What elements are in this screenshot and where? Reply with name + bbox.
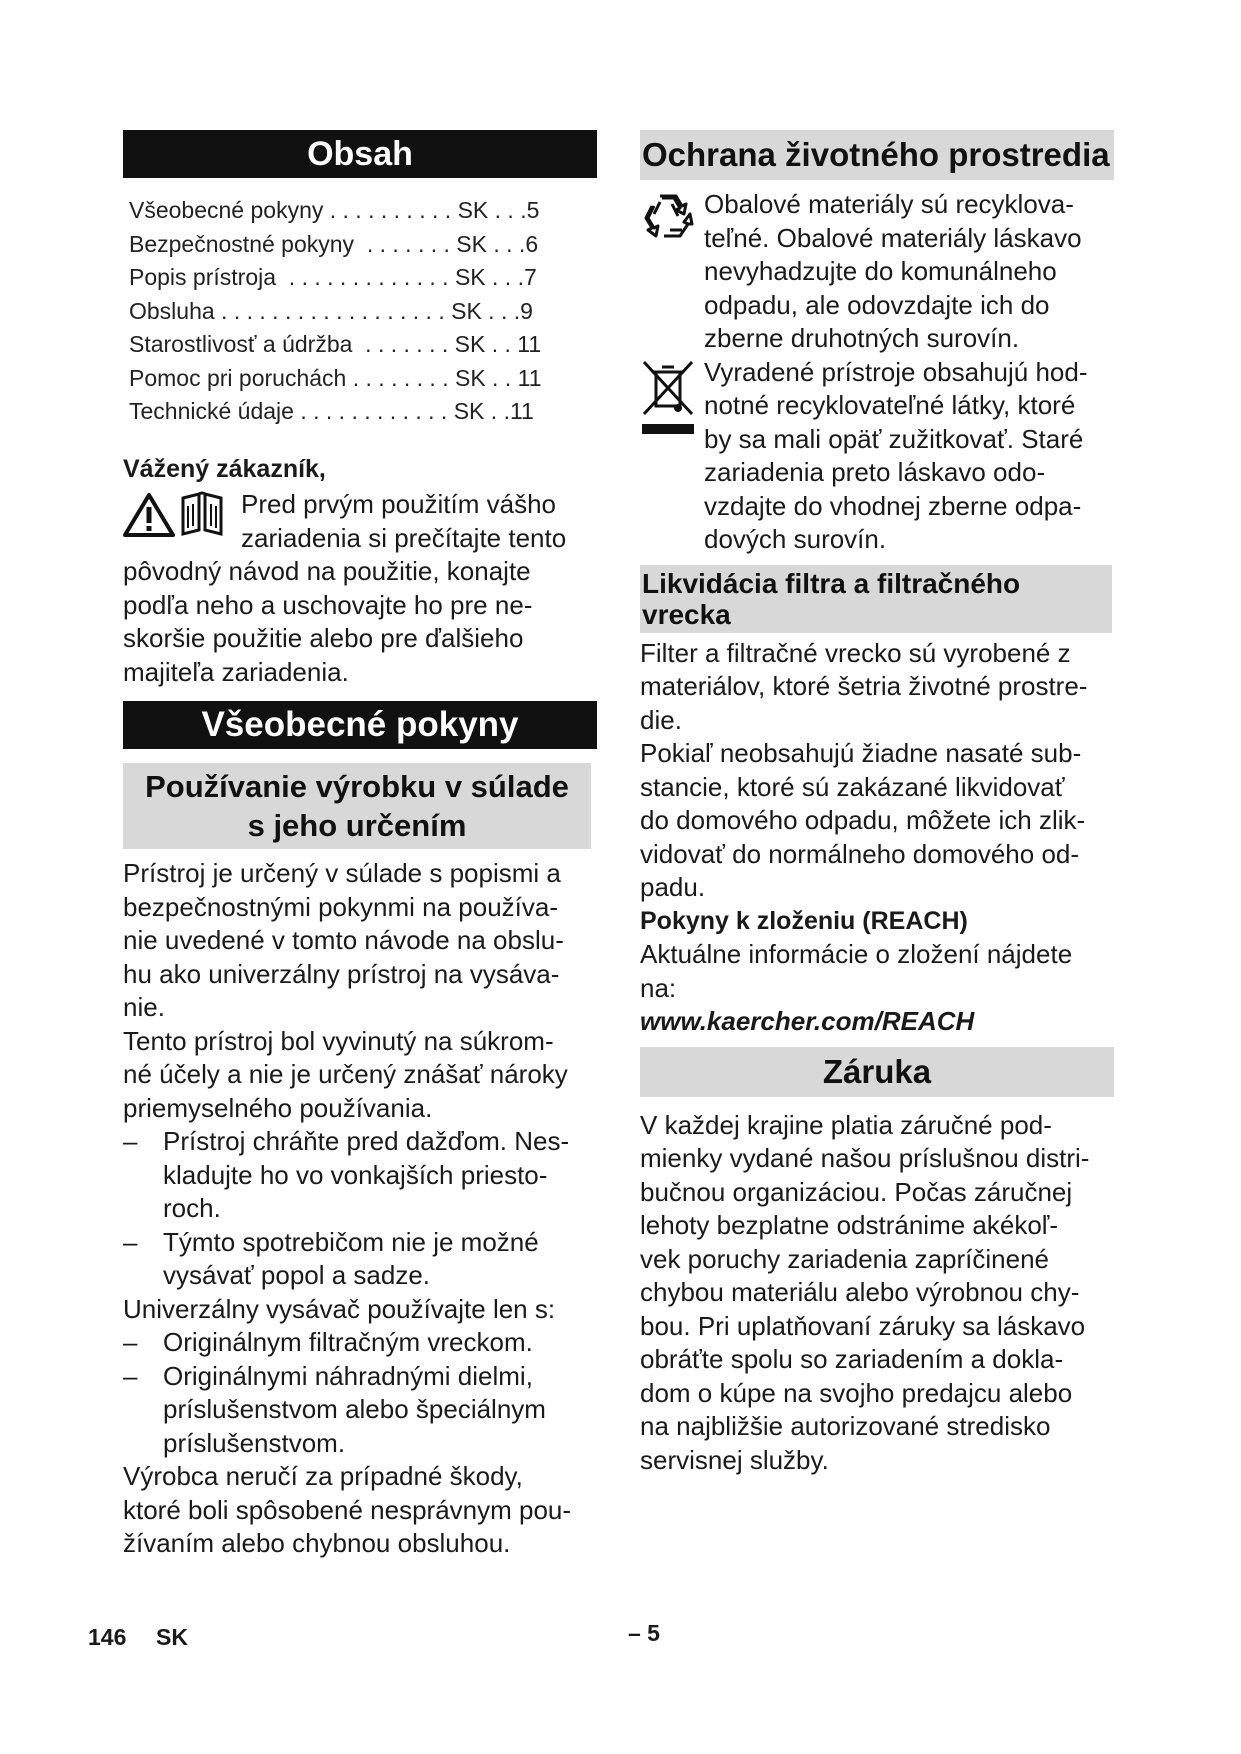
recycle-icon <box>642 192 694 247</box>
subsection-title-line-2: s jeho určením <box>247 808 467 843</box>
paragraph-line: Filter a filtračné vrecko sú vyrobené z <box>640 637 1071 668</box>
paragraph-line: né účely a nie je určený znášať nároky <box>123 1059 568 1089</box>
bullet-3-text: Originálnym filtračným vreckom. <box>163 1327 533 1357</box>
toc-entry[interactable] <box>129 328 597 362</box>
paragraph-line: lehoty bezplatne odstránime akékoľ- <box>640 1210 1059 1240</box>
greeting: Vážený zákazník, <box>123 454 326 483</box>
toc-title: Obsluha <box>129 297 215 324</box>
toc-ref: SK . . 11 <box>454 364 542 391</box>
toc-dots: . . . . . . . . . . . . . <box>276 264 455 290</box>
subsection-title-line-1: Používanie výrobku v súlade <box>145 769 569 804</box>
paragraph-line: bou. Pri uplatňovaní záruky sa láskavo <box>640 1310 1086 1341</box>
manual-book-icon <box>179 490 225 543</box>
filter-title-line-2: vrecka <box>642 598 731 630</box>
page-number: 146 <box>88 1624 127 1650</box>
usage-paragraph-1 <box>123 857 597 1025</box>
bullet-line: Prístroj chráňte pred dažďom. Nes- <box>163 1126 570 1156</box>
toc-entry[interactable] <box>129 395 597 429</box>
intro-block <box>123 488 597 555</box>
paragraph-line: mienky vydané našou príslušnou distri- <box>640 1143 1090 1173</box>
paragraph-line: vek poruchy zariadenia zapríčinené <box>640 1243 1050 1274</box>
paragraph-line: by sa mali opäť zužitkovať. Staré <box>704 423 1084 454</box>
intro-line: majiteľa zariadenia. <box>123 656 349 687</box>
environment-block-1 <box>640 188 1114 356</box>
paragraph-line: Výrobca neručí za prípadné škody, <box>123 1461 523 1491</box>
bullet-2 <box>123 1226 597 1293</box>
toc-dots: . . . . . . . <box>352 331 455 357</box>
usage-paragraph-3: Univerzálny vysávač používajte len s: <box>123 1293 556 1324</box>
paragraph-line: Aktuálne informácie o zložení nájdete <box>640 939 1073 969</box>
paragraph-line: padu. <box>640 872 706 902</box>
environment-title: Ochrana životného prostredia <box>640 130 1114 180</box>
bullet-line: roch. <box>163 1193 221 1223</box>
intro-line: podľa neho a uschovajte ho pre ne- <box>123 589 533 620</box>
intro-line-2: zariadenia si prečítajte tento <box>241 522 567 553</box>
toc-title: Pomoc pri poruchách <box>129 364 347 391</box>
paragraph-line: V každej krajine platia záručné pod- <box>640 1109 1052 1140</box>
language-code: SK <box>156 1624 188 1650</box>
paragraph-line: nevyhadzujte do komunálneho <box>704 256 1057 286</box>
filter-disposal-title <box>640 565 1112 633</box>
toc-ref: SK . . 11 <box>454 331 542 357</box>
bullet-dash: – <box>123 1126 138 1156</box>
paragraph-line: Prístroj je určený v súlade s popismi a <box>123 858 561 888</box>
toc-title: Bezpečnostné pokyny <box>129 230 355 257</box>
paragraph-line: obráťte spolu so zariadením a dokla- <box>640 1344 1064 1374</box>
bullet-3 <box>123 1326 597 1360</box>
toc-ref: SK . . .9 <box>451 297 533 324</box>
bullet-dash: – <box>123 1360 138 1391</box>
subsection-title <box>123 763 591 849</box>
right-column <box>640 130 1114 1477</box>
paragraph-line: nie uvedené v tomto návode na obslu- <box>123 925 564 955</box>
toc-title: Obsah <box>123 130 597 178</box>
toc-entry[interactable] <box>129 362 597 396</box>
reach-text <box>640 938 1114 1005</box>
paragraph-line: odpadu, ale odovzdajte ich do <box>704 289 1050 320</box>
crossed-bin-icon <box>640 358 696 443</box>
paragraph-line: zberne druhotných surovín. <box>704 323 1020 353</box>
toc-title: Popis prístroja <box>129 264 277 290</box>
toc-title: Starostlivosť a údržba <box>129 331 353 357</box>
bullet-line: Originálnymi náhradnými dielmi, <box>163 1360 533 1391</box>
paragraph-line: Tento prístroj bol vyvinutý na súkrom- <box>123 1025 554 1056</box>
left-column <box>123 130 597 1561</box>
toc-dots: . . . . . . . <box>354 230 457 257</box>
paragraph-line: notné recyklovateľné látky, ktoré <box>704 390 1076 420</box>
paragraph-line: teľné. Obalové materiály láskavo <box>704 222 1082 253</box>
bullet-line: vysávať popol a sadze. <box>163 1260 431 1290</box>
toc-ref: SK . . .6 <box>456 230 539 257</box>
toc-entry[interactable] <box>129 228 597 262</box>
toc-dots: . . . . . . . . <box>346 364 455 391</box>
paragraph-line: nie. <box>123 992 165 1022</box>
paragraph-line: na najbližšie autorizované stredisko <box>640 1411 1051 1441</box>
bullet-line: Týmto spotrebičom nie je možné <box>163 1226 539 1257</box>
paragraph-line: na: <box>640 972 677 1003</box>
paragraph-line: zariadenia preto láskavo odo- <box>704 457 1046 487</box>
paragraph-line: vidovať do normálneho domového od- <box>640 838 1080 869</box>
table-of-contents <box>129 194 597 429</box>
paragraph-line: materiálov, ktoré šetria životné prostre- <box>640 671 1088 701</box>
usage-paragraph-4 <box>123 1460 597 1561</box>
toc-ref: SK . . .5 <box>457 197 540 223</box>
bullet-1 <box>123 1125 597 1226</box>
intro-rest <box>123 555 597 689</box>
paragraph-line: Pokiaľ neobsahujú žiadne nasaté sub- <box>640 738 1082 768</box>
bullet-line: kladujte ho vo vonkajších priesto- <box>163 1159 548 1190</box>
paragraph-line: bučnou organizáciou. Počas záručnej <box>640 1176 1073 1207</box>
toc-entry[interactable] <box>129 261 597 295</box>
paragraph-line: bezpečnostnými pokynmi na používa- <box>123 891 559 922</box>
bullet-line: príslušenstvom alebo špeciálnym <box>163 1394 546 1424</box>
paragraph-line: žívaním alebo chybnou obsluhou. <box>123 1528 511 1558</box>
toc-ref: SK . . .7 <box>454 264 537 290</box>
intro-line: skoršie použitie alebo pre ďalšieho <box>123 623 524 653</box>
intro-line-1: Pred prvým použitím vášho <box>241 489 557 519</box>
paragraph-line: dom o kúpe na svojho predajcu alebo <box>640 1377 1073 1408</box>
bullet-line: príslušenstvom. <box>163 1427 346 1458</box>
paragraph-line: priemyselného používania. <box>123 1092 433 1123</box>
paragraph-line: do domového odpadu, môžete ich zlik- <box>640 805 1086 835</box>
toc-entry[interactable] <box>129 194 597 228</box>
toc-title: Všeobecné pokyny <box>129 197 324 223</box>
warranty-text <box>640 1109 1114 1478</box>
paragraph-line: hu ako univerzálny prístroj na vysáva- <box>123 958 560 989</box>
paragraph-line: die. <box>640 704 682 735</box>
paragraph-line: servisnej služby. <box>640 1444 829 1475</box>
bullet-dash: – <box>123 1327 138 1357</box>
paragraph-line: vzdajte do vhodnej zberne odpa- <box>704 490 1082 521</box>
reach-link[interactable]: www.kaercher.com/REACH <box>640 1006 975 1036</box>
usage-paragraph-2 <box>123 1025 597 1126</box>
filter-paragraph-2 <box>640 737 1114 905</box>
paragraph-line: Vyradené prístroje obsahujú hod- <box>704 356 1088 387</box>
toc-dots: . . . . . . . . . . <box>323 197 458 223</box>
filter-title-line-1: Likvidácia filtra a filtračného <box>642 567 1021 599</box>
paragraph-line: Obalové materiály sú recyklova- <box>704 189 1074 219</box>
toc-ref: SK . .11 <box>453 398 534 424</box>
intro-line: pôvodný návod na použitie, konajte <box>123 556 531 586</box>
bullet-dash: – <box>123 1226 138 1257</box>
paragraph-line: chybou materiálu alebo výrobnou chy- <box>640 1277 1080 1307</box>
filter-paragraph-1 <box>640 637 1114 738</box>
environment-block-2 <box>640 356 1114 557</box>
section-page-number: – 5 <box>628 1620 660 1646</box>
warranty-title: Záruka <box>640 1047 1114 1097</box>
paragraph-line: stancie, ktoré sú zakázané likvidovať <box>640 771 1065 802</box>
paragraph-line: ktoré boli spôsobené nesprávnym pou- <box>123 1494 572 1525</box>
toc-dots: . . . . . . . . . . . . . . . . . . <box>214 297 452 324</box>
toc-dots: . . . . . . . . . . . . <box>293 398 454 424</box>
toc-entry[interactable] <box>129 295 597 329</box>
section-title: Všeobecné pokyny <box>123 701 597 749</box>
warning-triangle-icon <box>123 492 175 543</box>
bullet-4 <box>123 1360 597 1461</box>
toc-title: Technické údaje <box>129 398 294 424</box>
paragraph-line: dových surovín. <box>704 524 887 554</box>
reach-title: Pokyny k zloženiu (REACH) <box>640 906 968 935</box>
